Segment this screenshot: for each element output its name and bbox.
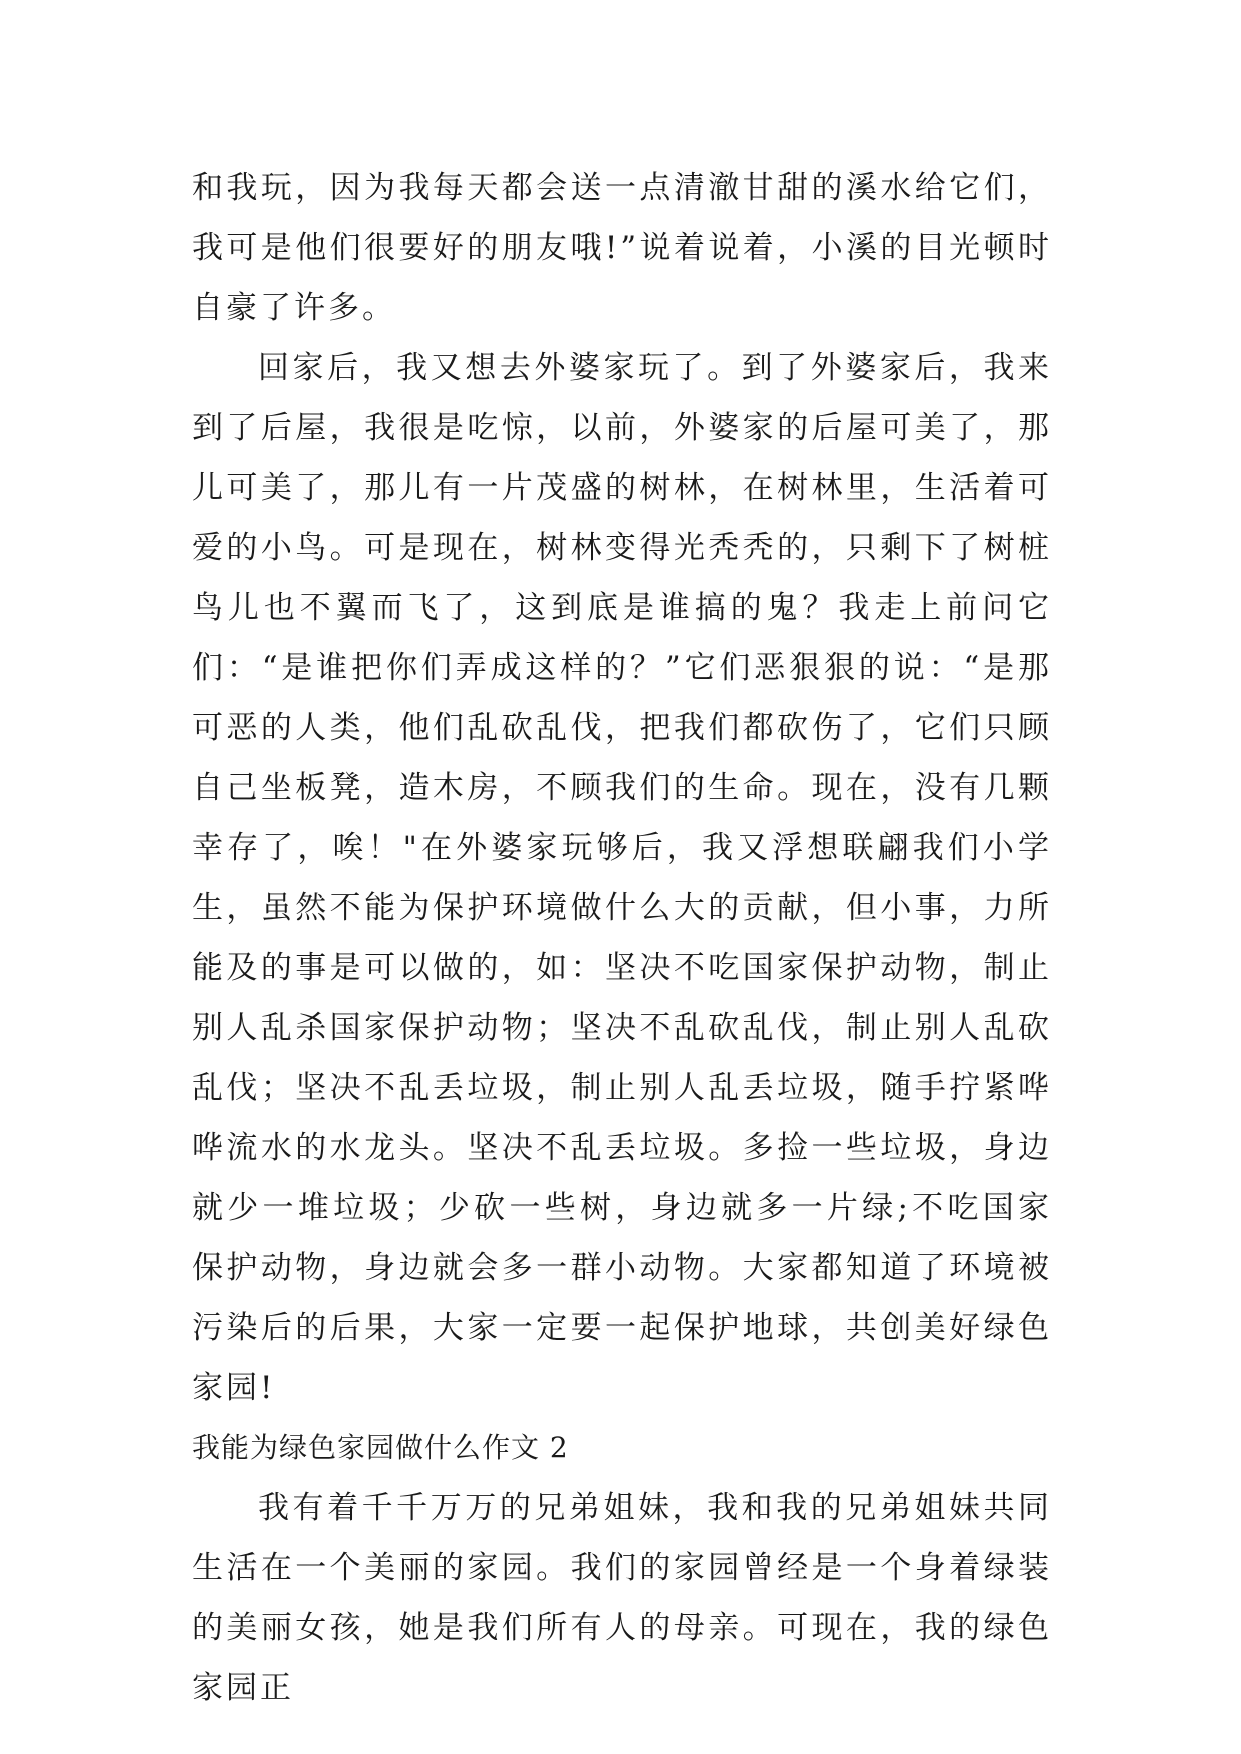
paragraph-grandma-house: 回家后，我又想去外婆家玩了。到了外婆家后，我来到了后屋，我很是吃惊，以前，外婆家的后屋可美了，那儿可美了，那儿有一片茂盛的树林，在树林里，生活着可爱的小鸟。可是现在，树林变得光秃秃的，只剩下了树桩鸟儿也不翼而飞了，这到底是谁搞的鬼？我走上前问它们：“是谁把你们弄成这样的？”它们恶狠狠的说：“是那可恶的人类，他们乱砍乱伐，把我们都砍伤了，它们只顾自己坐板凳，造木房，不顾我们的生命。现在，没有几颗幸存了，唉！"在外婆家玩够后，我又浮想联翩我们小学生，虽然不能为保护环境做什么大的贡献，但小事，力所能及的事是可以做的，如：坚决不吃国家保护动物，制止别人乱杀国家保护动物；坚决不乱砍乱伐，制止别人乱砍乱伐；坚决不乱丢垃圾，制止别人乱丢垃圾，随手拧紧哗哗流水的水龙头。坚决不乱丢垃圾。多捡一些垃圾，身边就少一堆垃圾；少砍一些树，身边就多一片绿;不吃国家保护动物，身边就会多一群小动物。大家都知道了环境被污染后的后果，大家一定要一起保护地球，共创美好绿色家园! xyxy=(192,350,1052,1406)
document-page xyxy=(192,158,1052,1718)
section-heading: 我能为绿色家园做什么作文 2 xyxy=(192,1431,569,1464)
paragraph-essay-2-start: 我有着千千万万的兄弟姐妹，我和我的兄弟姐妹共同生活在一个美丽的家园。我们的家园曾经是一个身着绿装的美丽女孩，她是我们所有人的母亲。可现在，我的绿色家园正 xyxy=(192,1490,1052,1706)
paragraph-intro: 和我玩，因为我每天都会送一点清澈甘甜的溪水给它们，我可是他们很要好的朋友哦!”说着说着，小溪的目光顿时自豪了许多。 xyxy=(192,170,1052,326)
